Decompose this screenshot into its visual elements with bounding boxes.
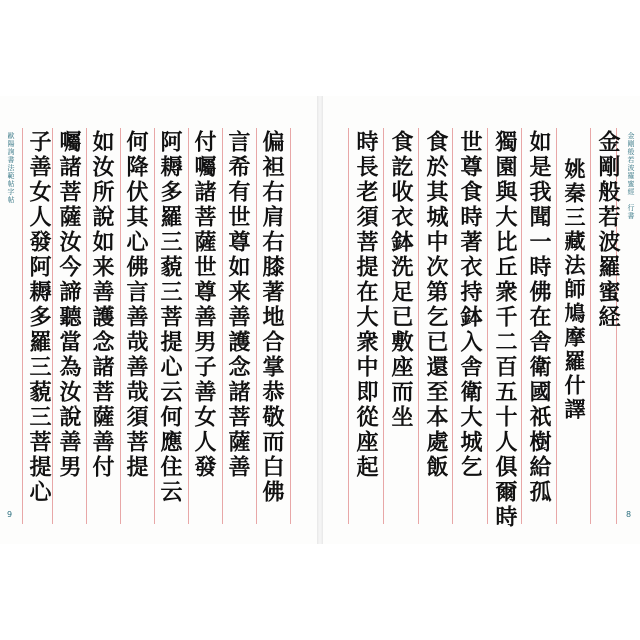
text-column: 食於其城中次第乞已還至本處飯 (423, 130, 449, 480)
text-column: 偏袒右肩右膝著地合掌恭敬而白佛 (259, 130, 285, 505)
column-rule (86, 128, 87, 524)
left-page-number: 9 (7, 510, 13, 519)
column-rule (521, 128, 522, 524)
text-column: 何降伏其心佛言善哉善哉須菩提 (123, 130, 149, 480)
translator-line: 姚秦三藏法師鳩摩羅什譯 (562, 158, 587, 422)
book-gutter (317, 96, 323, 544)
right-page-number: 8 (626, 510, 632, 519)
text-column: 獨園與大比丘衆千二百五十人俱爾時 (492, 130, 518, 530)
text-column: 阿耨多羅三藐三菩提心云何應住云 (157, 130, 183, 505)
text-column: 時長老須菩提在大衆中即從座起 (353, 130, 379, 480)
text-column: 囑諸菩薩汝今諦聽當為汝說善男 (56, 130, 82, 480)
text-column: 言希有世尊如来善護念諸菩薩善 (225, 130, 251, 480)
text-column: 付囑諸菩薩世尊善男子善女人發 (191, 130, 217, 480)
left-running-header: 歐陽詢書法範帖字帖 (7, 132, 15, 204)
text-column: 世尊食時著衣持鉢入舎衛大城乞 (457, 130, 483, 480)
column-rule (222, 128, 223, 524)
column-rule (22, 128, 23, 524)
column-rule (383, 128, 384, 524)
column-rule (120, 128, 121, 524)
column-rule (418, 128, 419, 524)
column-rule (590, 128, 591, 524)
sutra-title: 金剛般若波羅蜜経 (595, 130, 621, 330)
column-rule (256, 128, 257, 524)
text-column: 如是我聞一時佛在舎衛國祇樹給孤 (526, 130, 552, 505)
column-rule (452, 128, 453, 524)
text-column: 食訖收衣鉢洗足已敷座而坐 (388, 130, 414, 430)
book-spread (0, 96, 640, 544)
column-rule (154, 128, 155, 524)
column-rule (188, 128, 189, 524)
right-running-header: 金剛般若波羅蜜經 行書 (627, 132, 635, 220)
text-column: 子善女人發阿耨多羅三藐三菩提心 (26, 130, 52, 505)
column-rule (487, 128, 488, 524)
text-column: 如汝所說如来善護念諸菩薩善付 (89, 130, 115, 480)
column-rule (290, 128, 291, 524)
column-rule (556, 128, 557, 524)
column-rule (348, 128, 349, 524)
